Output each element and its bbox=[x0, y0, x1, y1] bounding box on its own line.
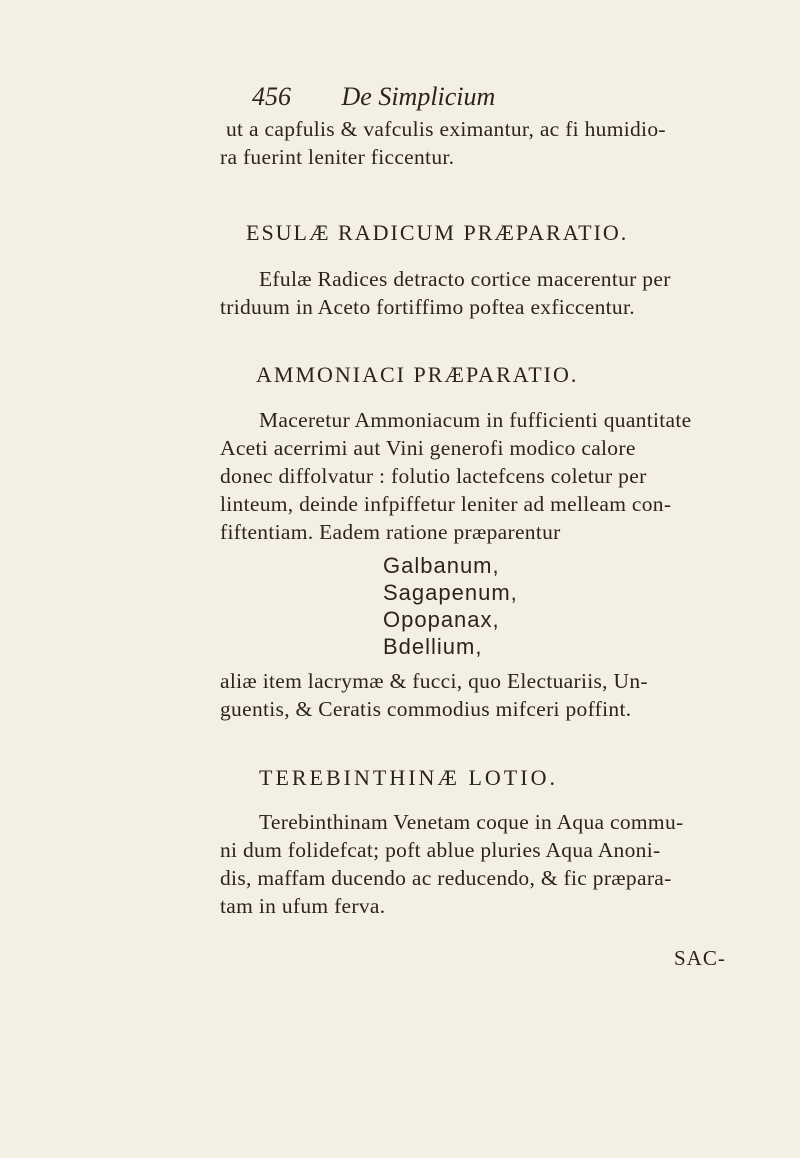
section-heading-esula: ESULÆ RADICUM PRÆPARATIO. bbox=[246, 220, 629, 245]
catchword: SAC- bbox=[674, 946, 726, 970]
ammoniaci-line-1: Maceretur Ammoniacum in fufficienti quantitate bbox=[259, 408, 692, 432]
running-header bbox=[252, 82, 495, 112]
intro-line-2: ra fuerint leniter ficcentur. bbox=[220, 145, 455, 169]
gum-list-item: Sagapenum, bbox=[383, 580, 518, 605]
terebinthinae-line-4: tam in ufum ferva. bbox=[220, 894, 386, 918]
ammoniaci-line-2: Aceti acerrimi aut Vini generofi modico calore bbox=[220, 436, 636, 460]
terebinthinae-line-1: Terebinthinam Venetam coque in Aqua commu- bbox=[259, 810, 684, 834]
esula-line-1: Efulæ Radices detracto cortice macerentur per bbox=[259, 267, 671, 291]
intro-line-1: ut a capfulis & vafculis eximantur, ac fi humidio- bbox=[226, 117, 666, 141]
ammoniaci-after-line-1: aliæ item lacrymæ & fucci, quo Electuariis, Un- bbox=[220, 669, 648, 693]
page-number: 456 bbox=[252, 82, 291, 111]
ammoniaci-after-line-2: guentis, & Ceratis commodius mifceri poffint. bbox=[220, 697, 632, 721]
section-heading-ammoniaci: AMMONIACI PRÆPARATIO. bbox=[256, 362, 579, 387]
esula-line-2: triduum in Aceto fortiffimo poftea exficcentur. bbox=[220, 295, 635, 319]
gum-list-item: Opopanax, bbox=[383, 607, 500, 632]
ammoniaci-line-4: linteum, deinde infpiffetur leniter ad melleam con- bbox=[220, 492, 672, 516]
gum-list-item: Bdellium, bbox=[383, 634, 483, 659]
terebinthinae-line-3: dis, maffam ducendo ac reducendo, & fic præpara- bbox=[220, 866, 672, 890]
gum-list-item: Galbanum, bbox=[383, 553, 500, 578]
ammoniaci-line-3: donec diffolvatur : folutio lactefcens coletur per bbox=[220, 464, 647, 488]
terebinthinae-line-2: ni dum folidefcat; poft ablue pluries Aqua Anoni- bbox=[220, 838, 661, 862]
section-heading-terebinthinae: TEREBINTHINÆ LOTIO. bbox=[259, 765, 558, 790]
running-title: De Simplicium bbox=[341, 82, 496, 111]
ammoniaci-line-5: fiftentiam. Eadem ratione præparentur bbox=[220, 520, 561, 544]
